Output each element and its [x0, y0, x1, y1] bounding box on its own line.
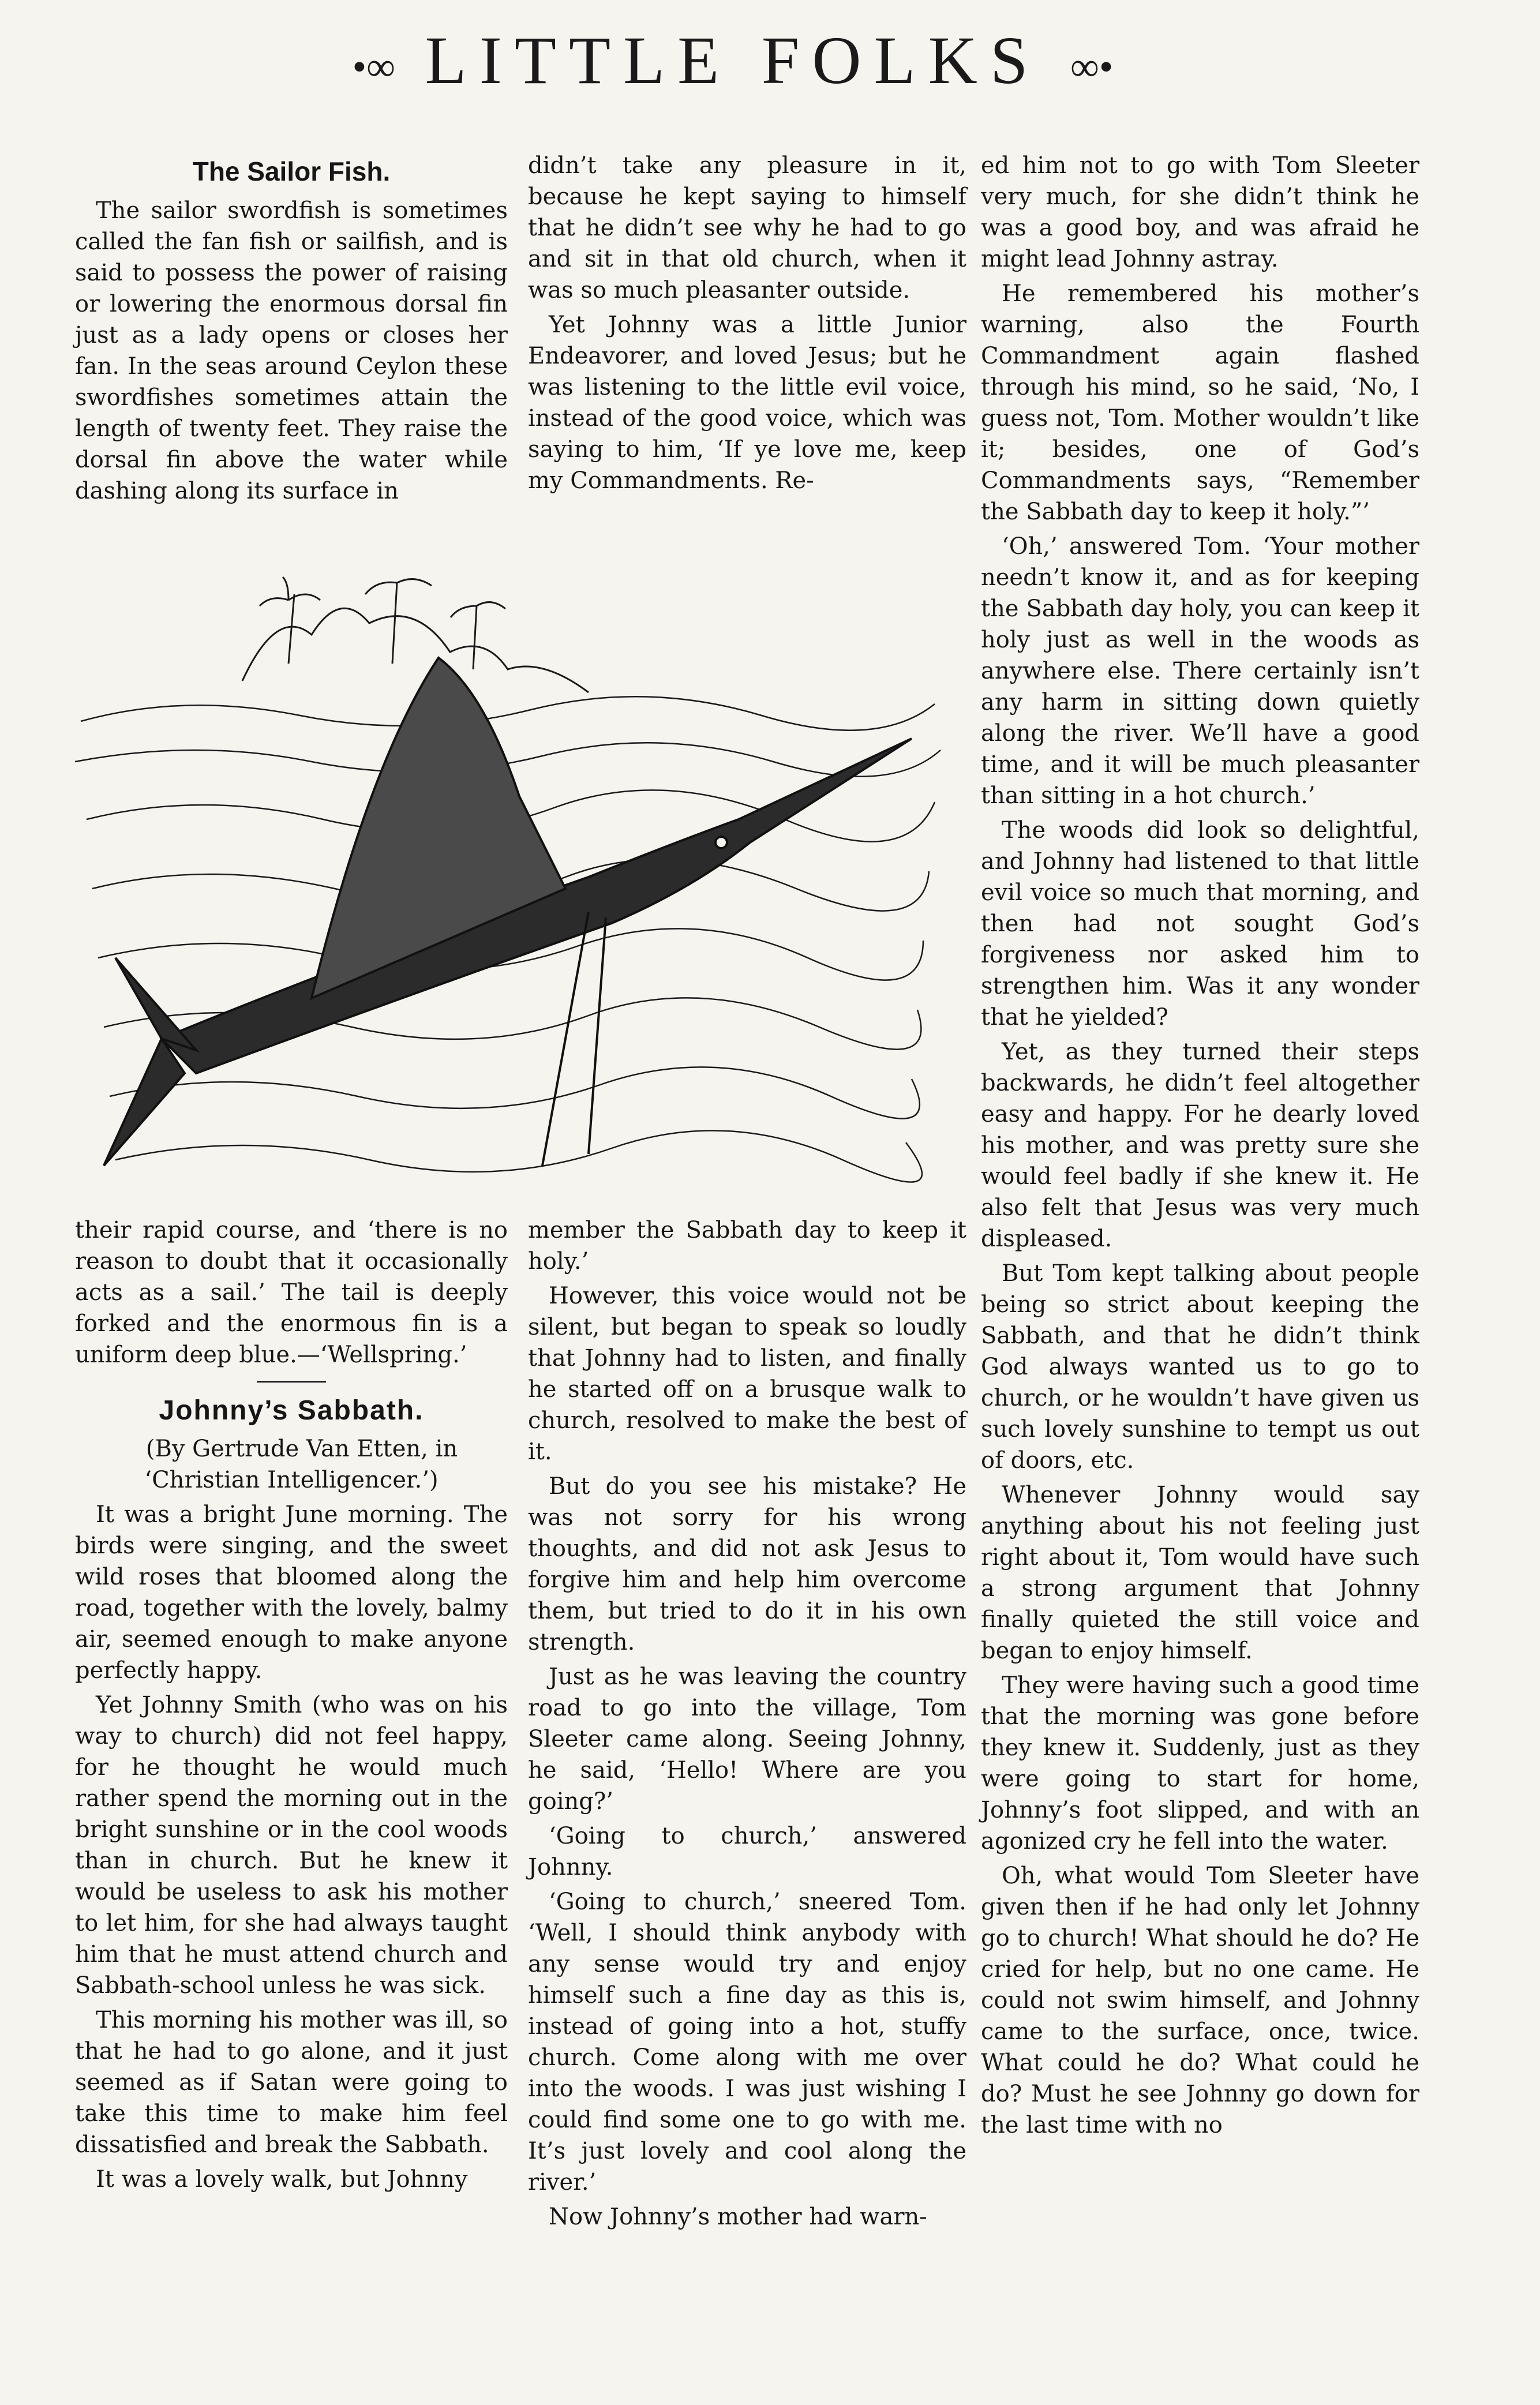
article-paragraph: But Tom kept talking about people being so strict about keeping the Sabbath, and that he didn’t think God always wanted us to go to church, or he wouldn’t have given us such lovely sunshine to tempt us out of doors, etc.	[981, 1260, 1419, 1474]
article-paragraph: They were having such a good time that the morning was gone before they knew it. Suddenly, just as they were going to start for home, Johnny’s foot slipped, and with an agonized cry he fell into the water.	[981, 1672, 1419, 1855]
sailfish-illustration	[69, 519, 946, 1212]
article-paragraph: ‘Going to church,’ answered Johnny.	[528, 1823, 966, 1880]
sailor-fish-paragraph-2: their rapid course, and ‘there is no reason to doubt that it occasionally acts as a sail.’ The tail is deeply forked and the enormous fin is a uniform deep blue.—‘Wellspring.’	[75, 1217, 508, 1368]
column-3	[981, 150, 1419, 2144]
article-paragraph: didn’t take any pleasure in it, because he kept saying to himself that he didn’t see why he had to go and sit in that old church, when it was so much pleasanter outside.	[528, 152, 966, 304]
article-paragraph: Yet Johnny Smith (who was on his way to church) did not feel happy, for he thought he would much rather spend the morning out in the bright sunshine or in the cool woods than in church. But he knew it would be useless to ask his mother to let him, for she had always taught him that he must attend church and Sabbath-school unless he was sick.	[75, 1692, 508, 1999]
masthead-title: LITTLE FOLKS	[425, 23, 1041, 98]
article-paragraph: However, this voice would not be silent, but began to speak so loudly that Johnny had to listen, and finally he started off on a brusque walk to church, resolved to make the best of it.	[528, 1283, 966, 1465]
article-paragraph: But do you see his mistake? He was not sorry for his wrong thoughts, and did not ask Jesus to forgive him and help him overcome them, but tried to do it in his own strength.	[528, 1473, 966, 1655]
masthead-right-ornament: ∞•	[1070, 44, 1114, 89]
article-paragraph: ed him not to go with Tom Sleeter very much, for she didn’t think he was a good boy, and was afraid he might lead Johnny astray.	[981, 152, 1419, 272]
article-paragraph: Now Johnny’s mother had warn-	[549, 2204, 927, 2230]
sailfish-icon	[104, 658, 912, 1166]
johnny-heading: Johnny’s Sabbath.	[159, 1395, 424, 1426]
article-paragraph: Oh, what would Tom Sleeter have given then if he had only let Johnny go to church! What should he do? He cried for help, but no one came. He could not swim himself, and Johnny came to the surface, once, twice. What could he do? What could he do? Must he see Johnny go down for the last time with no	[981, 1863, 1419, 2138]
article-paragraph: Whenever Johnny would say anything about his not feeling just right about it, Tom would have such a strong argument that Johnny finally quieted the still voice and began to enjoy himself.	[981, 1482, 1419, 1664]
article-paragraph: This morning his mother was ill, so that he had to go alone, and it just seemed as if Satan were going to take this time to make him feel dissatisfied and break the Sabbath.	[75, 2007, 508, 2158]
article-paragraph: He remembered his mother’s warning, also the Fourth Commandment again flashed through his mind, so he said, ‘No, I guess not, Tom. Mother wouldn’t like it; besides, one of God’s Commandments says, “Remember the Sabbath day to keep it holy.”’	[981, 280, 1419, 525]
byline: (By Gertrude Van Etten, in ‘Christian Intelligencer.’)	[144, 1436, 458, 1493]
article-paragraph: Yet, as they turned their steps backwards, he didn’t feel altogether easy and happy. For he dearly loved his mother, and was pretty sure she would feel badly if she knew it. He also felt that Jesus was very much displeased.	[981, 1039, 1419, 1252]
article-paragraph: ‘Going to church,’ sneered Tom. ‘Well, I should think anybody with any sense would try and enjoy himself such a fine day as this is, instead of going into a hot, stuffy church. Come along with me over into the woods. I was just wishing I could find some one to go with me. It’s just lovely and cool along the river.’	[528, 1889, 966, 2196]
article-paragraph: It was a lovely walk, but Johnny	[96, 2166, 468, 2193]
sailor-fish-heading: The Sailor Fish.	[192, 156, 391, 186]
masthead-left-ornament: •∞	[352, 44, 396, 89]
section-rule	[257, 1381, 326, 1383]
island-icon	[242, 577, 589, 692]
column-2-bottom	[528, 1215, 966, 2236]
article-paragraph: The woods did look so delightful, and Johnny had listened to that little evil voice so much that morning, and then had not sought God’s forgiveness nor asked him to strengthen him. Was it any wonder that he yielded?	[981, 817, 1419, 1031]
article-paragraph: member the Sabbath day to keep it holy.’	[528, 1217, 966, 1275]
masthead	[300, 23, 1166, 98]
article-paragraph: Yet Johnny was a little Junior Endeavorer, and loved Jesus; but he was listening to the little evil voice, instead of the good voice, which was saying to him, ‘If ye love me, keep my Commandments. Re-	[528, 312, 966, 494]
column-1-bottom	[75, 1215, 508, 2198]
column-2-top	[528, 150, 966, 500]
article-paragraph: ‘Oh,’ answered Tom. ‘Your mother needn’t know it, and as for keeping the Sabbath day holy, you can keep it holy just as well in the woods as anywhere else. There certainly isn’t any harm in sitting down quietly along the river. We’ll have a good time, and it will be much pleasanter than sitting in a hot church.’	[981, 533, 1419, 809]
article-paragraph: Just as he was leaving the country road to go into the village, Tom Sleeter came along. Seeing Johnny, he said, ‘Hello! Where are you going?’	[528, 1664, 966, 1815]
article-paragraph: It was a bright June morning. The birds were singing, and the sweet wild roses that bloomed along the road, together with the lovely, balmy air, seemed enough to make anyone perfectly happy.	[75, 1501, 508, 1684]
sailor-fish-paragraph-1: The sailor swordfish is sometimes called the fan fish or sailfish, and is said to possess the power of raising or lowering the enormous dorsal fin just as a lady opens or closes her fan. In the seas around Ceylon these swordfishes sometimes attain the length of twenty feet. They raise the dorsal fin above the water while dashing along its surface in	[75, 197, 508, 504]
column-1-top	[75, 156, 508, 510]
